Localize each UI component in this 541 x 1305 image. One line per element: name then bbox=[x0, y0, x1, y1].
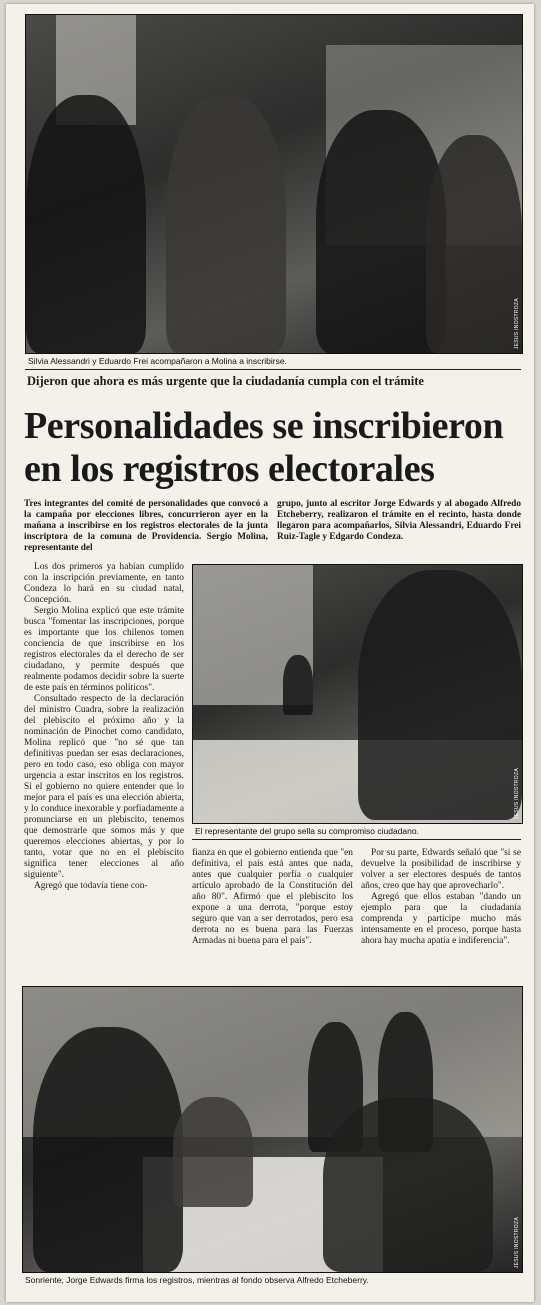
photo-molina-signing bbox=[192, 564, 523, 824]
paragraph: Consultado respecto de la declaración del ministro Cuadra, sobre la realización del plebiscito el próximo año y la nominación de Pinochet como candidato, Molina replicó que "no sé que tan definitivas puedan ser esas declaraciones, pero en todo caso, eso obliga con mayor urgencia a estar inscritos en los registros. Si el gobierno no quiere entender que lo mejor para el país es una elección abierta, y lo conduce inexorable y porfiadamente a pronunciarse en un plebiscito, tenemos que demostrarle que somos más y que queremos elecciones abiertas, y por lo tanto, votar que no en el plebiscito significa tener elecciones al año siguiente". bbox=[24, 694, 184, 880]
body-column-3 bbox=[361, 848, 521, 947]
kicker: Dijeron que ahora es más urgente que la ciudadanía cumpla con el trámite bbox=[27, 374, 424, 388]
paragraph: Sergio Molina explicó que este trámite busca "fomentar las inscripciones, porque es importante que los chilenos tomen conciencia de que inscribirse en los registros electorales da el derecho de ser ciudadano, y permite después que realmente podamos decidir sobre la suerte de este país en términos políticos". bbox=[24, 606, 184, 693]
paragraph: fianza en que el gobierno entienda que "en definitiva, el país está antes que nada, antes que cualquier porfía o cualquier artículo aprobado de la Constitución del año 80". Afirmó que el plebiscito los expone a una derrota, "porque estoy seguro que van a ser derrotados, pero esa derrota no es buena para las Fuerzas Armadas ni buena para el país". bbox=[192, 848, 353, 946]
headline: Personalidades se inscribieron en los registros electorales bbox=[24, 405, 504, 490]
caption-rule bbox=[25, 369, 521, 370]
paragraph: Por su parte, Edwards señaló que "si se devuelve la posibilidad de inscribirse y volver a ser electores después de tantos años, creo que hay que aprovecharlo". bbox=[361, 848, 521, 891]
photo-credit: JESUS INOSTROZA bbox=[514, 767, 520, 819]
photo-caption: Silvia Alessandri y Eduardo Frei acompañaron a Molina a inscribirse. bbox=[28, 356, 287, 366]
photo-credit: JESUS INOSTROZA bbox=[514, 1216, 520, 1268]
photo-molina-frei-alessandri bbox=[25, 14, 523, 354]
paragraph: Agregó que todavía tiene con- bbox=[34, 881, 148, 891]
caption-rule bbox=[192, 839, 521, 840]
photo-credit: JESUS INOSTROZA bbox=[514, 297, 520, 349]
body-column-2 bbox=[192, 848, 353, 947]
lead-right: grupo, junto al escritor Jorge Edwards y al abogado Alfredo Etcheberry, realizaron el trámite en el recinto, hasta donde llegaron para acompañarlos, Silvia Alessandri, Eduardo Frei Ruiz-Tagle y Edgardo Condeza. bbox=[277, 499, 521, 542]
body-column-1 bbox=[24, 562, 184, 892]
photo-caption: El representante del grupo sella su compromiso ciudadano. bbox=[195, 826, 419, 836]
lead-left: Tres integrantes del comité de personalidades que convocó a la campaña por elecciones libres, concurrieron ayer en la mañana a inscribirse en los registros electorales de la junta inscriptora de la comuna de Providencia. Sergio Molina, representante del bbox=[24, 499, 268, 553]
photo-caption: Sonriente, Jorge Edwards firma los registros, mientras al fondo observa Alfredo Etcheberry. bbox=[25, 1275, 369, 1285]
photo-edwards-signing bbox=[22, 986, 523, 1273]
paragraph: Los dos primeros ya habían cumplido con la inscripción previamente, en tanto Condeza lo hará en su ciudad natal, Concepción. bbox=[24, 562, 184, 605]
paragraph: Agregó que ellos estaban "dando un ejemplo para que la ciudadanía comprenda y participe mucho más intensamente en el proceso, porque hasta ahora hay mucha apatía e indiferencia". bbox=[361, 892, 521, 946]
